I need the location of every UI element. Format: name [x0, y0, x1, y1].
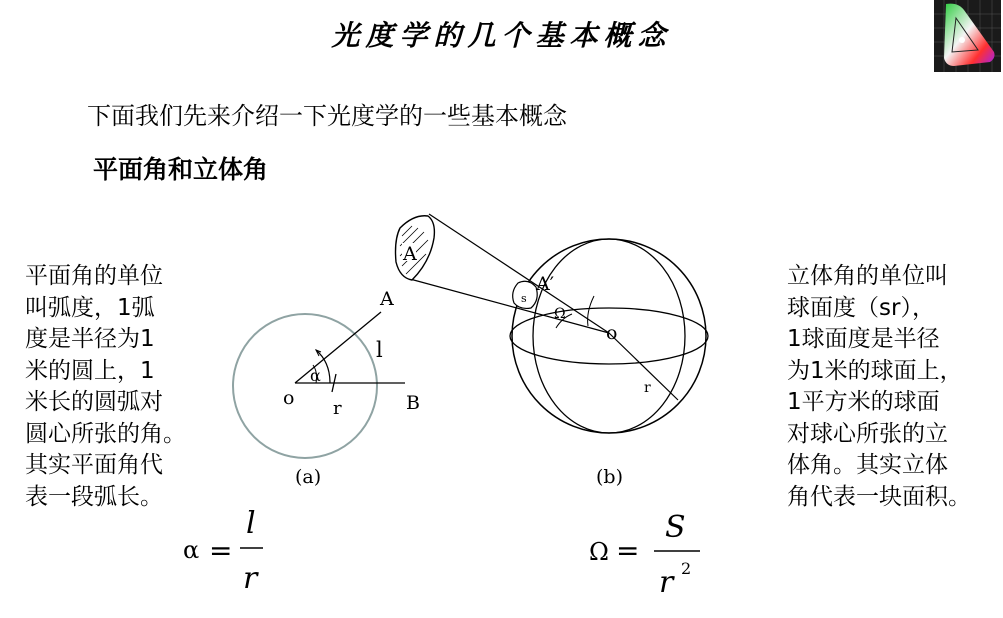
label-b: B: [406, 392, 420, 414]
label-l: l: [376, 338, 383, 362]
text-line: 叫弧度，1弧: [25, 294, 155, 321]
label-r: r: [644, 380, 651, 396]
text-line: 1球面度是半径: [787, 326, 940, 352]
cone-edge-bottom: [410, 279, 609, 333]
formula-numerator: S: [665, 510, 686, 545]
plane-angle-formula: [183, 506, 263, 596]
text-line: 平面角的单位: [25, 263, 163, 289]
formula-equals: =: [209, 534, 233, 567]
caption-a: (a): [295, 466, 322, 488]
formula-lhs: Ω: [589, 538, 609, 566]
label-s: s: [521, 292, 527, 305]
text-line: 其实平面角代: [25, 452, 163, 478]
solid-angle-diagram: [396, 214, 709, 488]
intro-text: 下面我们先来介绍一下光度学的一些基本概念: [87, 102, 567, 130]
text-line: 米的圆上，1: [25, 357, 155, 384]
section-heading: 平面角和立体角: [93, 155, 269, 184]
text-line: 对球心所张的立: [787, 420, 948, 447]
text-line: 表一段弧长。: [25, 483, 163, 510]
text-line: 角代表一块面积。: [787, 483, 971, 510]
label-a: A: [380, 288, 394, 310]
text-line: 体角。其实立体: [787, 452, 948, 478]
label-o: o: [283, 387, 295, 409]
unit-circle: [233, 314, 377, 458]
formula-equals: =: [616, 534, 640, 567]
label-alpha: α: [310, 366, 321, 385]
text-line: 米长的圆弧对: [25, 389, 163, 415]
label-o: o: [606, 322, 618, 344]
text-line: 为1米的球面上，: [787, 357, 963, 384]
label-a: A: [403, 243, 417, 265]
formula-exponent: 2: [681, 559, 692, 578]
label-a-prime: A′: [536, 273, 555, 295]
formula-denominator: r: [243, 561, 258, 596]
text-line: 圆心所张的角。: [25, 420, 186, 447]
solid-angle-formula: [589, 510, 700, 600]
formula-numerator: l: [246, 506, 256, 541]
page-title: 光度学的几个基本概念: [331, 19, 672, 52]
label-r: r: [333, 398, 342, 419]
text-line: 度是半径为1: [25, 326, 155, 352]
text-line: 立体角的单位叫: [787, 263, 948, 289]
text-line: 球面度（sr），: [787, 294, 935, 321]
cone-edge-top: [429, 214, 609, 333]
caption-b: (b): [596, 466, 623, 488]
label-omega: Ω: [554, 306, 566, 322]
formula-denominator: r: [659, 565, 674, 600]
plane-angle-diagram: [233, 288, 420, 488]
formula-lhs: α: [183, 536, 200, 564]
text-line: 1平方米的球面: [787, 389, 940, 415]
